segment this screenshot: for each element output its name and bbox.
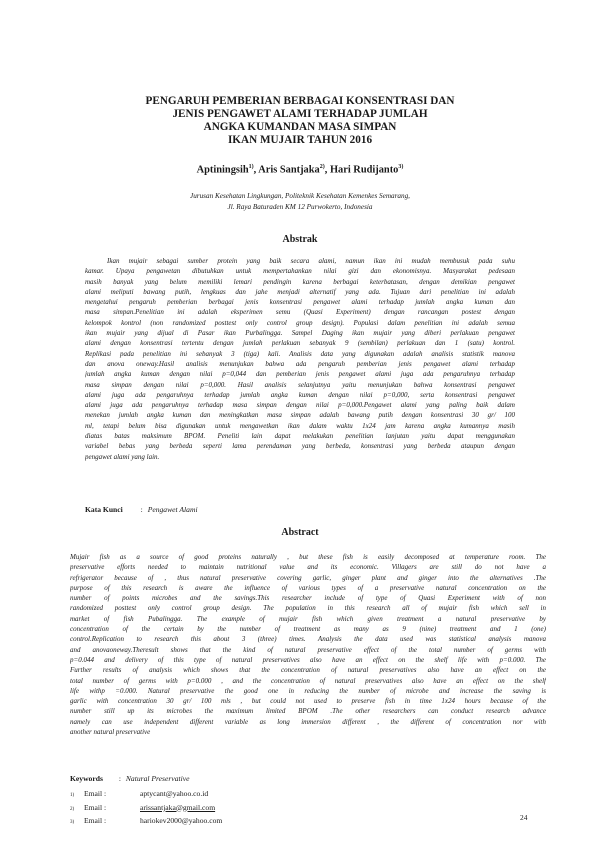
abstract-body: [70, 552, 546, 737]
kata-kunci-separator: :: [140, 505, 143, 514]
email-label: Email :: [84, 816, 107, 825]
email-row: [70, 815, 222, 829]
email-address[interactable]: aptycant@yahoo.co.id: [140, 789, 209, 798]
text-line: alami dengan konsentrasi tertentu dengan jumlah perlakuan sebanyak 9 (sembilan) perlakuan dan 1 (satu) kontrol.: [85, 339, 515, 348]
text-line: pengawet alami yang lain.: [85, 452, 160, 461]
author-emails: [70, 788, 222, 829]
text-line: ml, tetapi belum bisa digunakan untuk mengawetkan ikan dalam waktu 1x24 jam karena angka kumannya masih: [85, 421, 515, 430]
text-line: another natural preservative: [70, 728, 151, 737]
kata-kunci: [85, 505, 198, 514]
abstrak-body: [85, 256, 515, 462]
author-name: Aris Santjaka: [258, 164, 320, 176]
author-affiliation-mark: 3): [398, 164, 404, 170]
text-line: alami meliputi bawang putih, lengkuas dan jahe menjadi alternatif yang ada. Tujuan dari penelitian ini adalah: [85, 287, 515, 296]
text-line: Mujair fish as a source of good proteins naturally , but these fish is easily decomposed at temperature room. The: [70, 553, 546, 561]
text-line: alami juga ada pengaruhnya terhadap jumlah angka kuman dengan nilai p=0,000, serta konsentrasi pengawet: [85, 390, 515, 399]
keywords-label: Keywords: [70, 774, 103, 783]
affiliation-line: Jurusan Kesehatan Lingkungan, Politeknik Kesehatan Kemenkes Semarang,: [190, 192, 410, 200]
text-line: Further results of analysis which shows that the concentration of natural preservatives also have an effect on the: [70, 666, 546, 675]
text-line: menekan jumlah angka kuman dan meningkatkan masa simpan adalah bawang putih dengan konsentrasi 30 gr/ 100: [85, 411, 515, 420]
abstract-heading: Abstract: [281, 527, 319, 538]
email-mark: 1): [70, 793, 75, 798]
title-line: PENGARUH PEMBERIAN BERBAGAI KONSENTRASI DAN: [145, 95, 455, 107]
email-mark: 2): [70, 806, 75, 812]
title-line: ANGKA KUMANDAN MASA SIMPAN: [203, 121, 397, 133]
text-line: Replikasi pada penelitian ini sebanyak 3 (tiga) kali. Analisis data yang digunakan adalah analisis statistik manova: [85, 349, 515, 358]
text-line: and anovaoneway.Theresult shows that the kind of natural preservative effect of the total number of germs with: [70, 645, 546, 654]
affiliation: [60, 191, 540, 212]
text-line: concentration of the certain by the number of treatment as many as 9 (nine) treatment and 1 (one): [70, 625, 546, 634]
keywords-value: Natural Preservative: [125, 774, 190, 783]
author-list: [60, 164, 540, 175]
page-number: 24: [520, 813, 528, 822]
email-mark: 3): [70, 820, 75, 825]
text-line: mengetahui pengaruh pemberian berbagai jenis konsentrasi pengawet alami terhadap jumlah angka kuman dan: [85, 298, 515, 307]
text-line: preservative efforts needed to maintain nutritional value and its economic. Villagers are still do not have a: [70, 563, 546, 572]
author-affiliation-mark: 1): [248, 164, 254, 170]
kata-kunci-value: Pengawet Alami: [147, 505, 198, 514]
author-name: Hari Rudijanto: [329, 164, 399, 176]
text-line: ikan mujair yang dijual di Pasar ikan Purbalingga. Sampel Daging ikan mujair yang diberi perlakuan pengawet: [85, 329, 515, 338]
email-address[interactable]: hariokev2000@yahoo.com: [140, 816, 223, 825]
email-label: Email :: [84, 802, 107, 812]
author-separator: ,: [324, 164, 330, 176]
keywords-separator: :: [118, 774, 121, 783]
title-line: IKAN MUJAIR TAHUN 2016: [227, 134, 373, 146]
text-line: garlic with concentration 30 gr/ 100 mls , but could not used to preserve fish in time 1x24 hours because of the: [70, 697, 546, 706]
text-line: masih banyak yang belum memiliki lemari pendingin karena berbagai keterbatasan, dengan demikian pengawet: [85, 277, 515, 286]
text-line: kelompok kontrol (non randomized posttest only control group design). Populasi dalam penelitian ini adalah semua: [85, 318, 515, 327]
author-separator: ,: [253, 164, 259, 176]
text-line: jumlah angka kuman dengan nilai p=0,044 dan pemberian jenis pengawet alami juga ada pengaruhnya terhadap: [85, 370, 515, 379]
author-name: Aptiningsih: [196, 164, 249, 176]
text-line: total number of germs with p=0.000 , and the concentration of natural preservatives also have an effect on the shelf: [70, 676, 546, 685]
text-line: control.Replication to research this about 3 (three) times. Analysis the data used was statistical analysis manova: [70, 635, 546, 644]
keywords: [70, 774, 189, 783]
text-line: kamar. Upaya pengawetan dibutuhkan untuk mempertahankan nilai gizi dan ekonomisnya. Masyarakat pedesaan: [85, 267, 515, 276]
abstrak-heading: Abstrak: [282, 234, 318, 245]
text-line: p=0.044 and delivery of this type of natural preservatives also have an effect on the shelf life with p=0.000. The: [70, 655, 546, 664]
email-label: Email :: [84, 789, 107, 798]
kata-kunci-label: Kata Kunci: [85, 505, 123, 514]
text-line: diatas batas maksimum BPOM. Peneliti lain dapat melakukan penelitian lanjutan yaitu dapat menggunakan: [85, 432, 515, 441]
text-line: namely can use independent different variable as long immersion different , the different of concentration nor with: [70, 717, 546, 726]
title-line: JENIS PENGAWET ALAMI TERHADAP JUMLAH: [172, 108, 428, 120]
text-line: life withp =0.000. Natural preservative the good one in reducing the number of microbe and increase the saving is: [70, 686, 546, 695]
text-line: number still up its microbes the maximum limited BPOM .The other researchers can conduct research advance: [70, 707, 546, 716]
text-line: randomized posttest only control group design. The population in this research all of mujair fish which sell in: [70, 604, 546, 613]
text-line: alami juga ada pengaruhnya terhadap masa simpan dengan nilai p=0,000.Pengawet alami yang paling baik dalam: [85, 401, 515, 410]
text-line: purpose of this research is aware the influence of various types of a preservative natural concentration on the: [70, 583, 546, 592]
email-row: [70, 788, 222, 802]
email-link[interactable]: arissantjaka@gmail.com: [140, 802, 216, 812]
text-line: Ikan mujair sebagai sumber protein yang baik secara alami, namun ikan ini mudah membusuk pada suhu: [107, 257, 515, 265]
text-line: variabel bebas yang berbeda seperti lama perendaman yang berbeda, konsentrasi yang berbeda ataupun dengan: [85, 442, 515, 451]
text-line: market of fish Pubalingga. The example of mujair fish which given treatment a natural preservative by: [70, 614, 546, 623]
text-line: number of points microbes and the savings.This researcher include of type of Quasi Experiment with of non: [70, 594, 546, 603]
text-line: masa simpan dengan nilai p=0,000. Hasil analisis selanjutnya yaitu menunjukan bahwa konsentrasi pengawet: [85, 380, 515, 389]
text-line: refrigerator because of , thus natural preservative covering garlic, ginger plant and ginger into the alternatives .The: [70, 573, 546, 582]
author-affiliation-mark: 2): [319, 164, 325, 170]
affiliation-line: Jl. Raya Baturaden KM 12 Purwokerto, Indonesia: [227, 202, 373, 211]
email-row: [70, 802, 222, 816]
paper-title: [60, 95, 540, 147]
text-line: dan anova oneway.Hasil analisis menunjukan bahwa ada pengaruh pemberian jenis pengawet alami terhadap: [85, 359, 515, 368]
text-line: masa simpan.Penelitian ini adalah eksperimen semu (Quasi Experiment) dengan rancangan postest dengan: [85, 308, 515, 317]
